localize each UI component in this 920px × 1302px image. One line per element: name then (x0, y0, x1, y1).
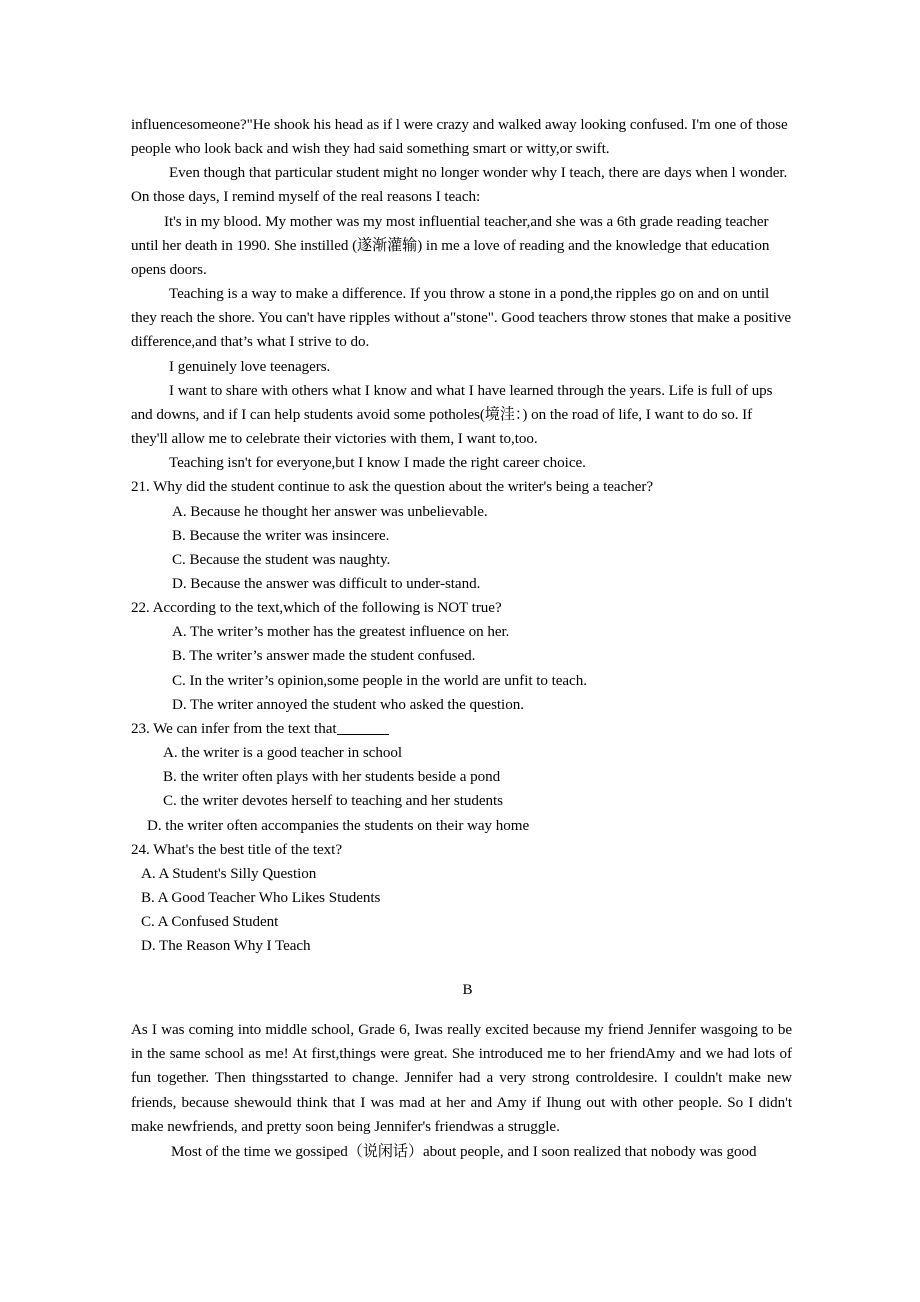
question-24-option-a[interactable]: A. A Student's Silly Question (141, 865, 317, 882)
passage-b-paragraph-1: As I was coming into middle school, Grade 6, Iwas really excited because my friend Jennifer wasgoing to be in the same school as me! At first,things were great. She introduced me to her friendAmy and we had lots of fun together. Then thingsstarted to change. Jennifer had a very strong controldesire. I couldn't make new friends, because shewould think that I was mad at her and Amy if Ihung out with other people. So I didn't make newfriends, and pretty soon being Jennifer's friendwas a struggle. (131, 1021, 792, 1136)
question-21-stem (131, 475, 792, 499)
question-23-stem (131, 717, 792, 741)
question-23-number: 23. (131, 720, 150, 737)
question-block-24 (131, 838, 792, 959)
question-22-option-d[interactable]: D. The writer annoyed the student who asked the question. (172, 696, 524, 713)
question-block-21 (131, 475, 792, 596)
passage-a-paragraph-2: It's in my blood. My mother was my most influential teacher,and she was a 6th grade reading teacher until her death in 1990. She instilled (遂渐灌输) in me a love of reading and the knowledge that education opens doors. (131, 213, 770, 278)
question-21-number: 21. (131, 479, 150, 496)
question-24-option-d[interactable]: D. The Reason Why I Teach (141, 938, 311, 955)
question-23-option-d[interactable]: D. the writer often accompanies the students on their way home (147, 817, 530, 834)
passage-b-paragraph-2: Most of the time we gossiped（说闲话）about people, and I soon realized that nobody was good (171, 1143, 757, 1160)
question-block-23 (131, 717, 792, 838)
passage-b-label: B (462, 982, 473, 999)
question-21-option-a[interactable]: A. Because he thought her answer was unbelievable. (172, 503, 488, 520)
question-24-option-c[interactable]: C. A Confused Student (141, 914, 279, 931)
passage-a-paragraph-5: I want to share with others what I know and what I have learned through the years. Life is full of ups and downs, and if I can help students avoid some potholes(境洼：) on the road of life, I want to do so. If they'll allow me to celebrate their victories with them, I want to,too. (131, 382, 773, 448)
question-22-number: 22. (131, 600, 150, 617)
question-24-stem (131, 838, 792, 862)
question-22-option-c[interactable]: C. In the writer’s opinion,some people in the world are unfit to teach. (172, 672, 587, 689)
section-spacer-top (131, 958, 792, 978)
question-23-text: We can infer from the text that (153, 720, 337, 737)
question-24-option-b[interactable]: B. A Good Teacher Who Likes Students (141, 890, 381, 906)
passage-a-continuation: influencesomeone?"He shook his head as if l were crazy and walked away looking confused. I'm one of those people who look back and wish they had said something smart or witty,or swift. (131, 117, 788, 158)
question-24-text: What's the best title of the text? (153, 841, 342, 858)
answer-blank-23[interactable] (337, 720, 389, 735)
passage-a-paragraph-1: Even though that particular student might no longer wonder why I teach, there are days when l wonder. On those days, I remind myself of the real reasons I teach: (131, 165, 788, 206)
question-21-option-d[interactable]: D. Because the answer was difficult to under-stand. (172, 575, 481, 592)
question-23-option-a[interactable]: A. the writer is a good teacher in school (163, 745, 402, 762)
question-21-option-b[interactable]: B. Because the writer was insincere. (172, 527, 390, 544)
passage-a-paragraph-4: I genuinely love teenagers. (169, 358, 331, 375)
passage-a-paragraph-6: Teaching isn't for everyone,but I know I made the right career choice. (169, 455, 586, 472)
question-block-22 (131, 596, 792, 717)
question-24-number: 24. (131, 841, 150, 858)
question-22-stem (131, 596, 792, 620)
question-22-option-b[interactable]: B. The writer’s answer made the student confused. (172, 648, 476, 665)
question-22-text: According to the text,which of the following is NOT true? (152, 600, 502, 617)
question-23-option-c[interactable]: C. the writer devotes herself to teaching and her students (163, 793, 503, 810)
passage-a-paragraph-3: Teaching is a way to make a difference. If you throw a stone in a pond,the ripples go on and on until they reach the shore. You can't have ripples without a"stone". Good teachers throw stones that make a positive difference,and that’s what I strive to do. (131, 286, 792, 351)
question-22-option-a[interactable]: A. The writer’s mother has the greatest influence on her. (172, 624, 510, 641)
question-23-option-b[interactable]: B. the writer often plays with her students beside a pond (163, 769, 501, 786)
section-spacer-bottom (131, 1003, 792, 1018)
question-21-option-c[interactable]: C. Because the student was naughty. (172, 551, 391, 568)
question-21-text: Why did the student continue to ask the question about the writer's being a teacher? (153, 479, 653, 496)
